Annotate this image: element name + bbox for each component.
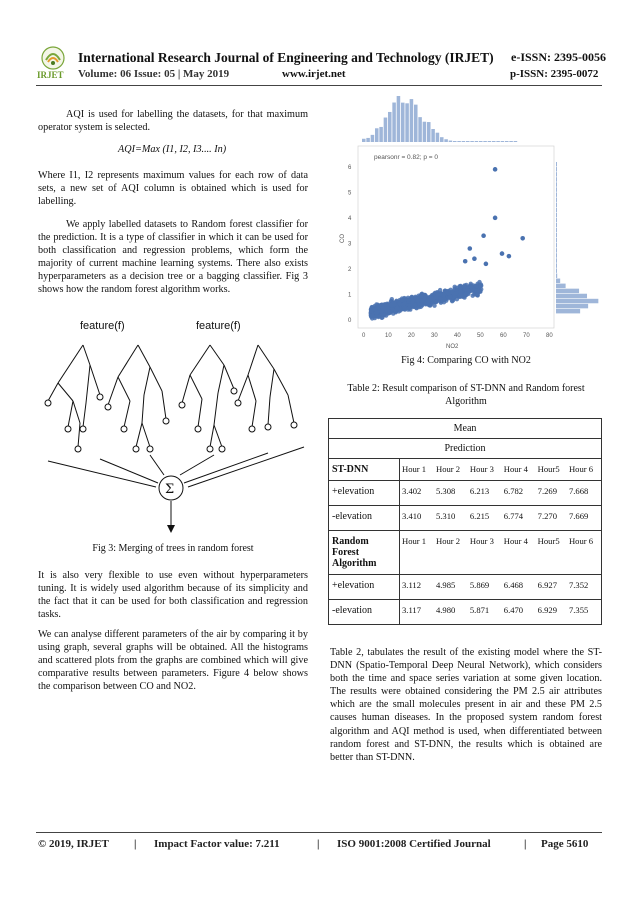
table-cell: 3.112 (400, 575, 434, 600)
table-row-label: ST-DNN (329, 459, 400, 481)
hist-x-bar (466, 141, 470, 142)
table-row (329, 531, 602, 575)
table-row-label: +elevation (329, 575, 400, 600)
table-row (329, 506, 602, 531)
fig3-trees-diagram (38, 335, 308, 535)
hist-y-bar (556, 197, 557, 201)
hist-y-bar (556, 162, 557, 166)
hist-x-bar (483, 141, 487, 142)
footer-sep-2: | (317, 838, 320, 850)
y-axis-label: CO (340, 234, 346, 243)
scatter-point (407, 306, 411, 310)
footer-copyright: © 2019, IRJET (38, 838, 109, 850)
y-tick-labels (348, 165, 352, 324)
scatter-point (438, 288, 442, 292)
table-cell: Hour 1 (400, 531, 434, 575)
y-tick-label: 1 (348, 292, 352, 299)
hist-y-bar (556, 263, 557, 267)
hist-x-bar (488, 141, 492, 142)
x-tick-label: 70 (523, 333, 530, 339)
results-table (328, 418, 602, 625)
hist-x-bar (362, 139, 366, 142)
scatter-point (403, 306, 407, 310)
scatter-point (463, 259, 468, 264)
x-tick-label: 80 (546, 333, 553, 339)
hist-y-bar (556, 299, 598, 303)
table-cell: 7.270 (536, 506, 567, 531)
table-row-label: -elevation (329, 506, 400, 531)
scatter-point (458, 290, 462, 294)
table-cell: Hour 3 (468, 459, 502, 481)
y-tick-label: 3 (348, 241, 352, 248)
table-row (329, 459, 602, 481)
scatter-point (402, 302, 406, 306)
table-cell: 6.927 (536, 575, 567, 600)
hist-x-bar (440, 137, 444, 142)
y-tick-label: 6 (348, 164, 352, 171)
table-cell: 6.468 (502, 575, 536, 600)
hist-x-bar (431, 129, 435, 142)
table-cell: Hour 2 (434, 531, 468, 575)
hist-y-bar (556, 167, 557, 171)
table-cell: Hour5 (536, 531, 567, 575)
hist-x-bar (501, 141, 505, 142)
scatter-point (413, 303, 417, 307)
footer-impact-factor: Impact Factor value: 7.211 (154, 838, 280, 850)
scatter-point (472, 256, 477, 261)
hist-y-bar (556, 213, 557, 217)
scatter-point (416, 298, 420, 302)
hist-y-bar (556, 309, 580, 313)
table-row-label: -elevation (329, 600, 400, 625)
scatter-point (469, 285, 473, 289)
hist-x-bar (384, 118, 388, 142)
hist-x-bar (427, 122, 431, 142)
table-cell: Hour 4 (502, 459, 536, 481)
table-cell: Hour 3 (468, 531, 502, 575)
website-link[interactable]: www.irjet.net (282, 68, 346, 80)
table-cell: 7.668 (567, 481, 602, 506)
hist-x-bar (405, 103, 409, 142)
hist-y-bar (556, 192, 557, 196)
marginal-histogram-x (362, 96, 517, 142)
table-cell: Hour5 (536, 459, 567, 481)
hist-y-bar (556, 218, 557, 222)
scatter-point (463, 292, 467, 296)
scatter-point (457, 284, 461, 288)
table-cell: Hour 1 (400, 459, 434, 481)
hist-y-bar (556, 208, 557, 212)
hist-x-bar (475, 141, 479, 142)
hist-y-bar (556, 238, 557, 242)
hist-y-bar (556, 243, 557, 247)
e-issn: e-ISSN: 2395-0056 (511, 50, 606, 64)
table-cell: Hour 6 (567, 459, 602, 481)
scatter-point (387, 309, 391, 313)
table-cell: 3.402 (400, 481, 434, 506)
scatter-point (374, 302, 378, 306)
x-tick-label: 60 (500, 333, 507, 339)
table-cell: 7.352 (567, 575, 602, 600)
hist-y-bar (556, 253, 557, 257)
table-cell: Hour 6 (567, 531, 602, 575)
fig3-label-left: feature(f) (80, 320, 125, 332)
table-cell: 5.869 (468, 575, 502, 600)
table-row (329, 600, 602, 625)
fig3-label-right: feature(f) (196, 320, 241, 332)
x-tick-label: 30 (431, 333, 438, 339)
table-cell: 7.355 (567, 600, 602, 625)
y-tick-label: 4 (348, 215, 352, 222)
scatter-point (410, 295, 414, 299)
hist-x-bar (392, 103, 396, 142)
fig4-joint-plot (330, 96, 602, 352)
scatter-point (419, 303, 423, 307)
hist-x-bar (496, 141, 500, 142)
hist-y-bar (556, 248, 557, 252)
logo-text: IRJET (37, 70, 64, 80)
hist-x-bar (492, 141, 496, 142)
sigma-symbol: Σ (165, 482, 175, 497)
hist-y-bar (556, 223, 557, 227)
hist-x-bar (388, 112, 392, 142)
table-row-label: +elevation (329, 481, 400, 506)
paragraph-aqi-labelling: AQI is used for labelling the datasets, for that maximum operator system is selected. (38, 109, 308, 134)
hist-y-bar (556, 279, 560, 283)
scatter-point (500, 251, 505, 256)
hist-x-bar (371, 135, 375, 142)
y-tick-label: 5 (348, 190, 352, 197)
hist-x-bar (379, 127, 383, 142)
fig3-caption: Fig 3: Merging of trees in random forest (92, 543, 254, 554)
table-cell: 4.985 (434, 575, 468, 600)
scatter-point (406, 298, 410, 302)
table-cell: Hour 2 (434, 459, 468, 481)
table-cell: 5.871 (468, 600, 502, 625)
hist-y-bar (556, 273, 557, 277)
scatter-point (448, 288, 452, 292)
hist-x-bar (401, 103, 405, 142)
hist-x-bar (414, 105, 418, 142)
hist-x-bar (462, 141, 466, 142)
hist-x-bar (453, 141, 457, 142)
hist-x-bar (423, 122, 427, 142)
hist-y-bar (556, 203, 557, 207)
scatter-point (481, 233, 486, 238)
table-row (329, 575, 602, 600)
table-cell: Hour 4 (502, 531, 536, 575)
hist-x-bar (449, 141, 453, 142)
scatter-point (373, 307, 377, 311)
paragraph-max-values: Where I1, I2 represents maximum values for each row of data sets, a new set of AQI column is obtained which is used for labelling. (38, 170, 308, 208)
scatter-point (493, 167, 498, 172)
scatter-point (384, 313, 388, 317)
scatter-point (507, 254, 512, 259)
scatter-point (426, 300, 430, 304)
scatter-point (475, 293, 479, 297)
table-cell: 4.980 (434, 600, 468, 625)
x-tick-labels (362, 333, 553, 339)
paragraph-flexibility: It is also very flexible to use even without hyperparameters tuning. It is widely used algorithm because of its simplicity and the fact that it can be used for both classification and regression tasks. (38, 570, 308, 621)
hist-y-bar (556, 177, 557, 181)
table-cell: 6.215 (468, 506, 502, 531)
hist-y-bar (556, 284, 566, 288)
footer-page-number: Page 5610 (541, 838, 589, 850)
x-tick-label: 40 (454, 333, 461, 339)
hist-y-bar (556, 294, 587, 298)
scatter-point (520, 236, 525, 241)
table-cell: 6.213 (468, 481, 502, 506)
hist-x-bar (505, 141, 509, 142)
paragraph-analyse-graphs: We can analyse different parameters of the air by comparing it by using graph, several graphs will be obtained. All the histograms and scattered plots from the graphs are combined which will give comparative results between parameters. Figure 4 below shows the comparison between CO and NO2. (38, 629, 308, 693)
hist-y-bar (556, 182, 557, 186)
hist-x-bar (457, 141, 461, 142)
x-tick-label: 20 (408, 333, 415, 339)
hist-y-bar (556, 228, 557, 232)
hist-x-bar (444, 139, 448, 142)
footer-iso: ISO 9001:2008 Certified Journal (337, 838, 491, 850)
hist-x-bar (418, 117, 422, 142)
x-axis-label: NO2 (446, 344, 459, 350)
scatter-point (484, 262, 489, 267)
x-tick-label: 0 (362, 333, 366, 339)
header-rule (36, 85, 602, 86)
hist-x-bar (410, 99, 414, 142)
scatter-point (475, 288, 479, 292)
footer-sep-1: | (134, 838, 137, 850)
scatter-point (397, 301, 401, 305)
hist-x-bar (375, 128, 379, 142)
hist-y-bar (556, 172, 557, 176)
table-cell: 7.269 (536, 481, 567, 506)
scatter-point (434, 295, 438, 299)
scatter-point (442, 297, 446, 301)
journal-title: International Research Journal of Engineering and Technology (IRJET) (78, 50, 494, 65)
hist-x-bar (366, 138, 370, 142)
table2-caption: Table 2: Result comparison of ST-DNN and Random forest Algorithm (347, 383, 585, 407)
scatter-point (400, 298, 404, 302)
x-tick-label: 50 (477, 333, 484, 339)
marginal-histogram-y (556, 162, 598, 313)
pearson-annotation: pearsonr = 0.82; p = 0 (374, 154, 438, 161)
table-cell: 6.782 (502, 481, 536, 506)
hist-y-bar (556, 268, 557, 272)
fig4-caption: Fig 4: Comparing CO with NO2 (401, 355, 531, 366)
hist-y-bar (556, 289, 579, 293)
table-row-label: Random Forest Algorithm (329, 531, 400, 575)
hist-x-bar (479, 141, 483, 142)
table-cell: 5.308 (434, 481, 468, 506)
hist-x-bar (470, 141, 474, 142)
scatter-point (389, 303, 393, 307)
table-prediction-header: Prediction (329, 439, 602, 459)
scatter-point (419, 294, 423, 298)
volume-info: Volume: 06 Issue: 05 | May 2019 (78, 68, 230, 80)
table-cell: 6.774 (502, 506, 536, 531)
table-cell: 5.310 (434, 506, 468, 531)
paragraph-random-forest: We apply labelled datasets to Random forest classifier for the prediction. It is a type of classifier in which it can be used for both classification and regression problems, which form the majority of current machine learning systems. There also exists hyperparameters as a decision tree or a bagging classifier. Fig 3 shows how the random forest algorithm works. (38, 219, 308, 296)
hist-x-bar (509, 141, 513, 142)
hist-x-bar (397, 96, 401, 142)
scatter-point (467, 289, 471, 293)
footer-rule (36, 832, 602, 833)
scatter-point (468, 246, 473, 251)
table-cell: 3.410 (400, 506, 434, 531)
hist-y-bar (556, 233, 557, 237)
scatter-point (434, 300, 438, 304)
table-mean-header: Mean (329, 419, 602, 439)
scatter-point (381, 306, 385, 310)
table-cell: 6.470 (502, 600, 536, 625)
table-cell: 3.117 (400, 600, 434, 625)
table-row (329, 481, 602, 506)
hist-y-bar (556, 187, 557, 191)
y-tick-label: 0 (348, 318, 352, 324)
x-tick-label: 10 (385, 333, 392, 339)
hist-x-bar (436, 133, 440, 142)
scatter-point (395, 306, 399, 310)
p-issn: p-ISSN: 2395-0072 (510, 68, 599, 80)
paragraph-table-discussion: Table 2, tabulates the result of the existing model where the ST-DNN (Spatio-Temporal Deep Neural Network), which considers both the time and space series variation at some given location. The results were obtained considering the PM 2.5 air attributes which are the small molecules present in air and these PM 2.5 causes human diseases. In the proposed system random forest algorithm and AQI method is used, when differentiated between random forest and ST-DNN, the results which is obtained are better than ST-DNN. (330, 647, 602, 763)
aqi-equation: AQI=Max (I1, I2, I3.... In) (118, 144, 227, 155)
hist-y-bar (556, 304, 588, 308)
scatter-point (478, 284, 482, 288)
table-cell: 6.929 (536, 600, 567, 625)
hist-x-bar (514, 141, 518, 142)
scatter-point (493, 216, 498, 221)
hist-y-bar (556, 258, 557, 262)
y-tick-label: 2 (348, 266, 352, 273)
table-cell: 7.669 (567, 506, 602, 531)
footer-sep-3: | (524, 838, 527, 850)
scatter-point (453, 291, 457, 295)
